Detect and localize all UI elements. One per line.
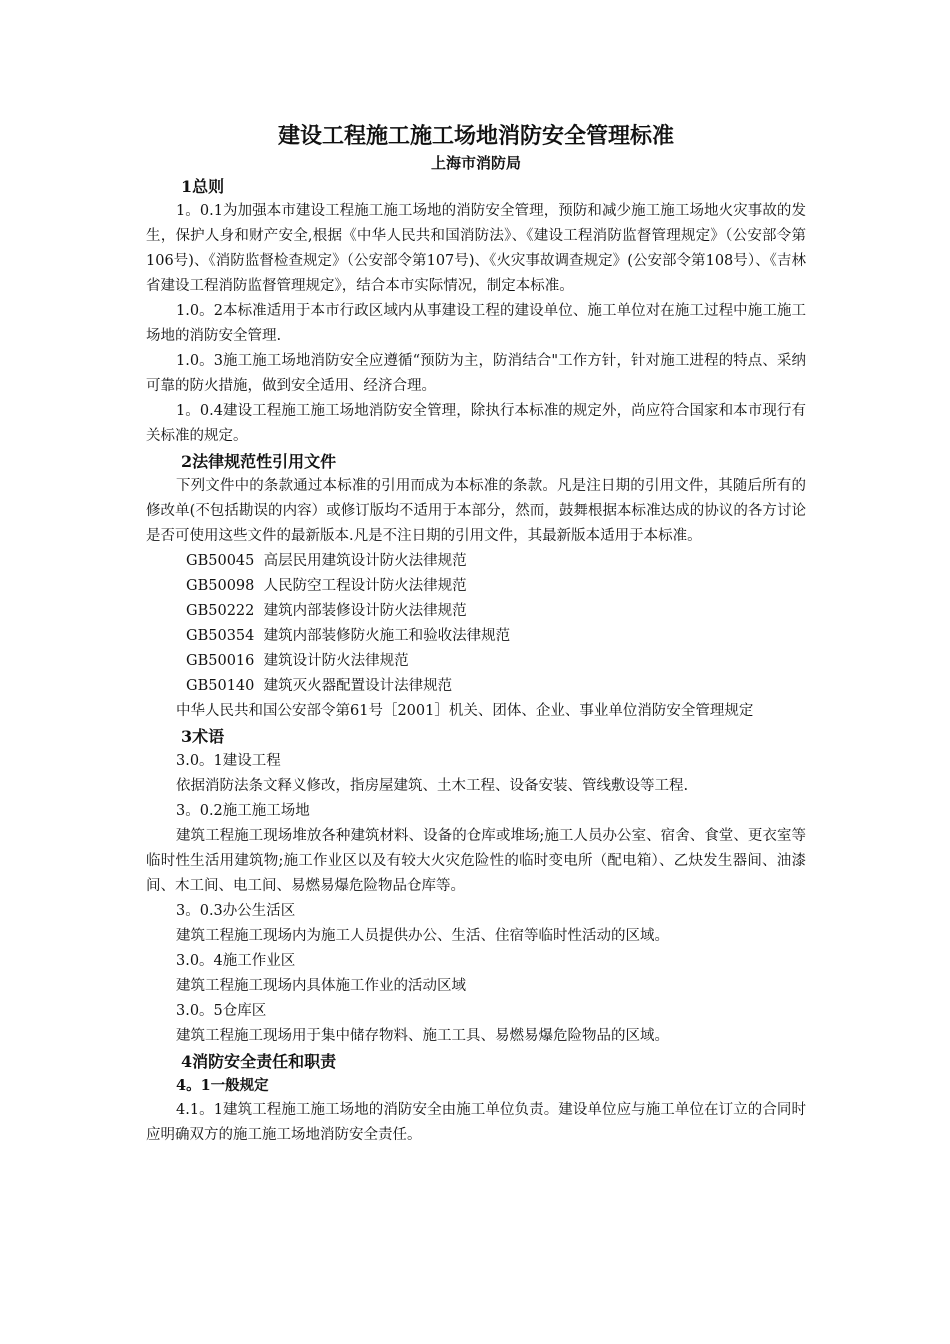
section-2-heading: 2法律规范性引用文件: [181, 452, 337, 471]
term-title: 3。0.2施工施工场地: [176, 803, 310, 819]
document-title: 建设工程施工施工场地消防安全管理标准: [277, 123, 674, 149]
term-title: 3.0。1建设工程: [176, 753, 281, 769]
reference-item: GB50098 人民防空工程设计防火法律规范: [186, 578, 467, 594]
term-title: 3.0。4施工作业区: [176, 953, 296, 969]
subsection-4-1-heading: 4。1一般规定: [176, 1077, 269, 1094]
term-definition: 建筑工程施工现场用于集中储存物料、施工工具、易燃易爆危险物品的区域。: [176, 1028, 669, 1044]
clause-1-0-1: 1。0.1为加强本市建设工程施工施工场地的消防安全管理，预防和减少施工施工场地火灾事故的发生，保护人身和财产安全,根据《中华人民共和国消防法》、《建设工程消防监督管理规定》（公安部令第106号)、《消防监督检查规定》（公安部令第107号)、《火灾事故调查规定》(公安部令第108号）、《吉林省建设工程消防监督管理规定》，结合本市实际情况，制定本标准。: [146, 203, 806, 294]
term-definition: 依据消防法条文释义修改，指房屋建筑、土木工程、设备安装、管线敷设等工程.: [176, 778, 689, 794]
term-definition: 建筑工程施工现场内为施工人员提供办公、生活、住宿等临时性活动的区域。: [176, 928, 669, 944]
term-definition: 建筑工程施工现场堆放各种建筑材料、设备的仓库或堆场;施工人员办公室、宿舍、食堂、更衣室等临时性生活用建筑物;施工作业区以及有较大火灾危险性的临时变电所（配电箱）、乙炔发生器间、油漆间、木工间、电工间、易燃易爆危险物品仓库等。: [146, 828, 806, 894]
document-body: [146, 120, 806, 1148]
reference-item: GB50354 建筑内部装修防火施工和验收法律规范: [186, 628, 511, 644]
clause-1-0-2: 1.0。2本标准适用于本市行政区域内从事建设工程的建设单位、施工单位对在施工过程中施工施工场地的消防安全管理.: [146, 303, 806, 344]
section-3-heading: 3术语: [181, 727, 225, 746]
reference-item: GB50016 建筑设计防火法律规范: [186, 653, 409, 669]
reference-order: 中华人民共和国公安部令第61号［2001］机关、团体、企业、事业单位消防安全管理规定: [176, 703, 754, 719]
reference-item: GB50140 建筑灭火器配置设计法律规范: [186, 678, 453, 694]
clause-1-0-4: 1。0.4建设工程施工施工场地消防安全管理，除执行本标准的规定外，尚应符合国家和本市现行有关标准的规定。: [146, 403, 806, 444]
clause-4-1-1: 4.1。1建筑工程施工施工场地的消防安全由施工单位负责。建设单位应与施工单位在订立的合同时应明确双方的施工施工场地消防安全责任。: [146, 1102, 806, 1143]
term-definition: 建筑工程施工现场内具体施工作业的活动区域: [176, 978, 466, 994]
document-subtitle: 上海市消防局: [430, 154, 521, 172]
section-1-heading: 1总则: [181, 177, 225, 196]
term-title: 3。0.3办公生活区: [176, 903, 296, 919]
section-4-heading: 4消防安全责任和职责: [181, 1052, 337, 1071]
section-2-intro: 下列文件中的条款通过本标准的引用而成为本标准的条款。凡是注日期的引用文件，其随后所有的修改单(不包括勘误的内容）或修订版均不适用于本部分，然而，鼓舞根据本标准达成的协议的各方讨论是否可使用这些文件的最新版本.凡是不注日期的引用文件，其最新版本适用于本标准。: [146, 478, 806, 544]
reference-item: GB50222 建筑内部装修设计防火法律规范: [186, 603, 467, 619]
term-title: 3.0。5仓库区: [176, 1003, 267, 1019]
reference-item: GB50045 高层民用建筑设计防火法律规范: [186, 553, 467, 569]
clause-1-0-3: 1.0。3施工施工场地消防安全应遵循“预防为主，防消结合"工作方针，针对施工进程的特点、采纳可靠的防火措施，做到安全适用、经济合理。: [146, 353, 806, 394]
